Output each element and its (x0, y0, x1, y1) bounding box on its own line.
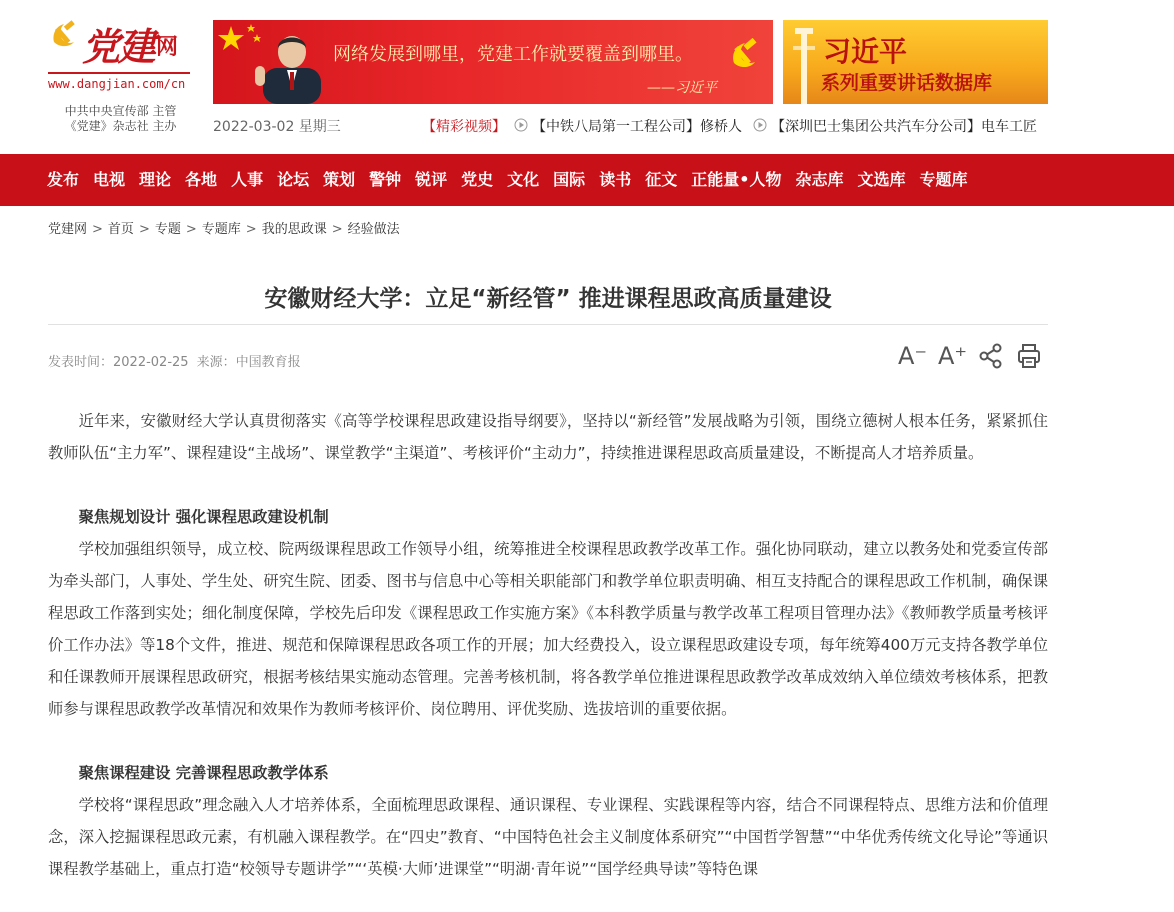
logo-sponsor: 中共中央宣传部 主管 《党建》杂志社 主办 (64, 104, 177, 133)
article-source: 来源：中国教育报 (196, 355, 301, 370)
nav-item[interactable]: 论坛 (277, 170, 310, 189)
banner-side-subtitle: 系列重要讲话数据库 (821, 72, 993, 94)
breadcrumb-item[interactable]: 首页 (107, 222, 134, 237)
speech-database-banner[interactable] (783, 20, 1048, 104)
share-icon[interactable] (978, 342, 1004, 370)
site-logo[interactable] (48, 18, 193, 136)
article-tools (898, 342, 1048, 372)
monument-icon (789, 22, 819, 104)
title-divider (48, 324, 1048, 325)
breadcrumb-item[interactable]: 经验做法 (347, 222, 400, 237)
nav-item[interactable]: 文化 (507, 170, 540, 189)
section-heading: 聚焦规划设计 强化课程思政建设机制 (78, 508, 329, 526)
breadcrumb-item[interactable]: 专题 (154, 222, 181, 237)
nav-item[interactable]: 警钟 (369, 170, 402, 189)
banner-signature: ——习近平 (647, 80, 717, 96)
intro-paragraph: 近年来，安徽财经大学认真贯彻落实《高等学校课程思政建设指导纲要》，坚持以“新经管”发展战略为引领，围绕立德树人根本任务，紧紧抓住教师队伍“主力军”、课程建设“主战场”、课堂教学“主渠道”、考核评价“主动力”，持续推进课程思政高质量建设，不断提高人才培养质量。 (48, 412, 1048, 462)
font-increase-button[interactable]: A⁺ (938, 342, 968, 370)
breadcrumb-separator: > (138, 222, 150, 237)
featured-video-link[interactable]: 【中铁八局第一工程公司】修桥人 (532, 119, 742, 135)
nav-item[interactable]: 文选库 (857, 170, 906, 189)
nav-item[interactable]: 锐评 (415, 170, 448, 189)
nav-item[interactable]: 人事 (231, 170, 264, 189)
nav-item[interactable]: 策划 (323, 170, 356, 189)
breadcrumb-separator: > (245, 222, 257, 237)
article-title: 安徽财经大学：立足“新经管” 推进课程思政高质量建设 (264, 286, 832, 312)
nav-item[interactable]: 国际 (553, 170, 586, 189)
nav-item[interactable]: 专题库 (919, 170, 968, 189)
slogan-banner[interactable] (213, 20, 773, 104)
section-heading: 聚焦课程建设 完善课程思政教学体系 (78, 764, 329, 782)
breadcrumb-separator: > (331, 222, 343, 237)
logo-divider (48, 72, 190, 74)
article-body (48, 405, 1048, 885)
article-meta (48, 351, 301, 370)
nav-item[interactable]: 正能量•人物 (691, 170, 782, 189)
nav-item[interactable]: 理论 (139, 170, 172, 189)
font-decrease-button[interactable]: A⁻ (898, 342, 928, 370)
nav-item[interactable]: 党史 (461, 170, 494, 189)
publish-time: 发表时间：2022-02-25 (48, 355, 189, 370)
breadcrumb (48, 218, 400, 237)
breadcrumb-item[interactable]: 党建网 (48, 222, 88, 237)
nav-item[interactable]: 杂志库 (795, 170, 844, 189)
section-paragraph: 学校将“课程思政”理念融入人才培养体系，全面梳理思政课程、通识课程、专业课程、实践课程等内容，结合不同课程特点、思维方法和价值理念，深入挖掘课程思政元素，有机融入课程教学。在“四史”教育、“中国特色社会主义制度体系研究”“中国哲学智慧”“中华优秀传统文化导论”等通识课程教学基础上，重点打造“校领导专题讲学”“‘英模·大师’进课堂”“明湖·青年说”“国学经典导读”等特色课 (48, 796, 1048, 878)
print-icon[interactable] (1016, 342, 1042, 370)
featured-video-label[interactable]: 【精彩视频】 (422, 119, 506, 135)
breadcrumb-item[interactable]: 专题库 (201, 222, 241, 237)
party-emblem-icon (727, 38, 761, 72)
breadcrumb-separator: > (185, 222, 197, 237)
breadcrumb-item[interactable]: 我的思政课 (261, 222, 327, 237)
section-paragraph: 学校加强组织领导，成立校、院两级课程思政工作领导小组，统筹推进全校课程思政教学改革工作。强化协同联动，建立以教务处和党委宣传部为牵头部门，人事处、学生处、研究生院、团委、图书与信息中心等相关职能部门和教学单位职责明确、相互支持配合的课程思政工作机制，确保课程思政工作落到实处；细化制度保障，学校先后印发《课程思政工作实施方案》《本科教学质量与教学改革工程项目管理办法》《教师教学质量考核评价工作办法》等18个文件，推进、规范和保障课程思政各项工作的开展；加大经费投入，设立课程思政建设专项，每年统筹400万元支持各教学单位和任课教师开展课程思政研究，根据考核结果实施动态管理。完善考核机制，将各教学单位推进课程思政教学改革成效纳入单位绩效考核体系，把教师参与课程思政教学改革情况和效果作为教师考核评价、岗位聘用、评优奖励、选拔培训的重要依据。 (48, 540, 1048, 718)
banner-slogan: 网络发展到哪里，党建工作就要覆盖到哪里。 (333, 44, 693, 65)
current-date: 2022-03-02 星期三 (213, 119, 341, 135)
nav-item[interactable]: 征文 (645, 170, 678, 189)
nav-item[interactable]: 各地 (185, 170, 218, 189)
hammer-sickle-icon (48, 20, 78, 50)
leader-photo (253, 26, 331, 104)
play-icon (753, 118, 767, 132)
play-icon (514, 118, 528, 132)
breadcrumb-separator: > (92, 222, 103, 237)
logo-title: 党建网 (82, 24, 179, 69)
nav-item[interactable]: 读书 (599, 170, 632, 189)
nav-list (47, 154, 982, 206)
featured-video-link[interactable]: 【深圳巴士集团公共汽车分公司】电车工匠 (771, 119, 1037, 135)
nav-item[interactable]: 发布 (47, 170, 80, 189)
main-nav (0, 154, 1174, 206)
banner-side-title: 习近平 (823, 35, 908, 68)
nav-item[interactable]: 电视 (93, 170, 126, 189)
logo-url: www.dangjian.com/cn (48, 77, 186, 91)
